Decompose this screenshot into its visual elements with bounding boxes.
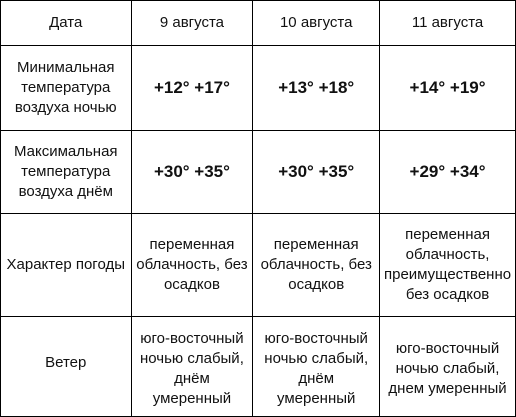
- min-temp-day-2: +13° +18°: [253, 46, 380, 131]
- weather-line: без осадков: [405, 286, 490, 303]
- wind-day-3: [380, 317, 516, 417]
- label-line: воздуха ночью: [14, 99, 117, 116]
- wind-line: умеренный: [152, 390, 232, 407]
- wind-line: юго-восточный: [395, 340, 500, 357]
- weather-line: осадков: [163, 276, 220, 293]
- weather-line: облачность,: [405, 246, 490, 263]
- row-label-wind: Ветер: [1, 317, 132, 417]
- weather-line: переменная: [405, 226, 490, 243]
- row-label-weather: Характер погоды: [1, 214, 132, 317]
- weather-line: переменная: [149, 236, 235, 253]
- wind-line: юго-восточный: [264, 330, 368, 347]
- wind-day-1: [131, 317, 253, 417]
- label-line: воздуха днём: [18, 183, 113, 200]
- header-day-1: 9 августа: [131, 1, 253, 46]
- wind-line: днём: [298, 370, 335, 387]
- row-weather-character: [1, 214, 516, 317]
- row-label-max-temp: [1, 131, 132, 214]
- max-temp-day-3: +29° +34°: [380, 131, 516, 214]
- weather-line: преимущественно: [383, 266, 512, 283]
- min-temp-day-3: +14° +19°: [380, 46, 516, 131]
- wind-line: ночью слабый,: [140, 350, 244, 367]
- label-line: температура: [21, 79, 111, 96]
- header-day-3: 11 августа: [380, 1, 516, 46]
- max-temp-day-2: +30° +35°: [253, 131, 380, 214]
- header-day-2: 10 августа: [253, 1, 380, 46]
- weather-day-3: [380, 214, 516, 317]
- weather-line: осадков: [288, 276, 345, 293]
- row-max-temperature: [1, 131, 516, 214]
- min-temp-day-1: +12° +17°: [131, 46, 253, 131]
- weather-line: облачность, без: [260, 256, 372, 273]
- weather-line: облачность, без: [136, 256, 248, 273]
- header-date: Дата: [1, 1, 132, 46]
- header-row: [1, 1, 516, 46]
- label-line: Максимальная: [13, 143, 118, 160]
- wind-line: умеренный: [277, 390, 356, 407]
- weather-day-2: [253, 214, 380, 317]
- wind-day-2: [253, 317, 380, 417]
- row-wind: [1, 317, 516, 417]
- wind-line: ночью слабый,: [395, 360, 500, 377]
- wind-line: ночью слабый,: [264, 350, 369, 367]
- max-temp-day-1: +30° +35°: [131, 131, 253, 214]
- label-line: Минимальная: [17, 59, 115, 76]
- row-label-min-temp: [1, 46, 132, 131]
- wind-line: днём: [174, 370, 210, 387]
- label-line: температура: [21, 163, 111, 180]
- wind-line: юго-восточный: [140, 330, 244, 347]
- row-min-temperature: [1, 46, 516, 131]
- weather-line: переменная: [273, 236, 359, 253]
- weather-day-1: [131, 214, 253, 317]
- wind-line: днем умеренный: [388, 380, 507, 397]
